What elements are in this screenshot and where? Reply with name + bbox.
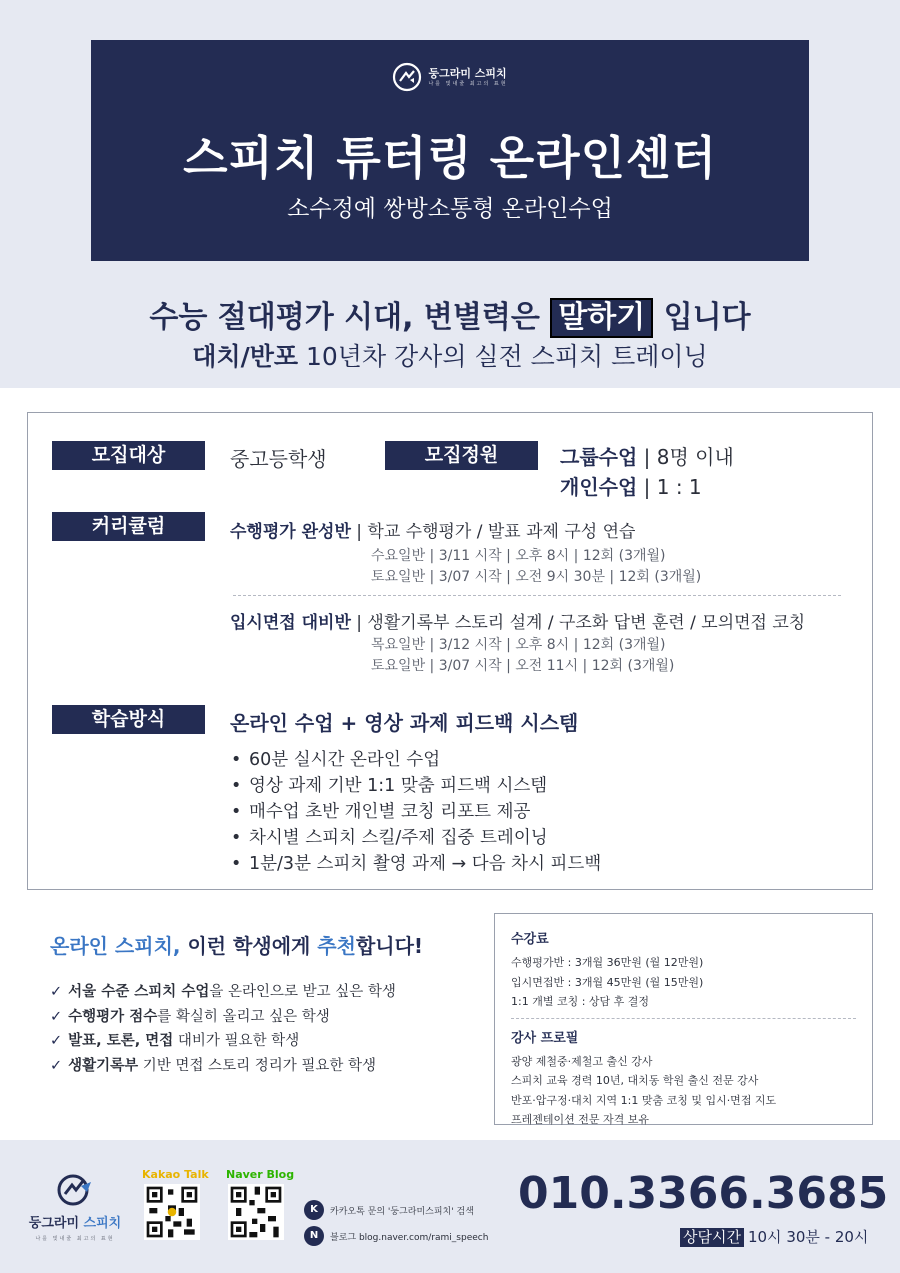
check-icon: ✓ — [50, 1057, 63, 1074]
profile-title: 강사 프로필 — [511, 1030, 579, 1046]
list-item: • 차시별 스피치 스킬/주제 집중 트레이닝 — [231, 825, 601, 851]
profile-line: 프레젠테이션 전문 자격 보유 — [511, 1113, 650, 1126]
list-item — [50, 1029, 396, 1054]
target-value: 중고등학생 — [230, 447, 327, 471]
kakao-qr-code-icon[interactable] — [144, 1184, 200, 1240]
course2-schedule1: 목요일반 | 3/12 시작 | 오후 8시 | 12회 (3개월) — [371, 637, 666, 653]
hero-box — [91, 40, 809, 261]
headline-part1: 수능 절대평가 시대, 변별력은 — [149, 300, 551, 335]
hero-brand-name: 둥그라미 스피치 — [428, 67, 507, 80]
course1-name: 수행평가 완성반 — [230, 522, 351, 542]
recommend-list — [50, 980, 396, 1078]
recommend-rest: 을 온라인으로 받고 싶은 학생 — [209, 984, 396, 1000]
consult-hours — [680, 1226, 868, 1247]
course2-name: 입시면접 대비반 — [230, 613, 351, 633]
list-item: • 1분/3분 스피치 촬영 과제 → 다음 차시 피드백 — [231, 851, 601, 877]
recommend-title-blue: 온라인 스피치, — [50, 934, 181, 958]
list-item — [50, 1054, 396, 1079]
course2-schedule2: 토요일반 | 3/07 시작 | 오전 11시 | 12회 (3개월) — [371, 658, 675, 674]
footer-brand-b: 스피치 — [79, 1216, 122, 1231]
recommend-rest: 기반 면접 스토리 정리가 필요한 학생 — [138, 1057, 376, 1074]
group-value: | 8명 이내 — [637, 445, 734, 469]
course1-schedule2: 토요일반 | 3/07 시작 | 오전 9시 30분 | 12회 (3개월) — [371, 569, 702, 585]
profile-line: 반포·압구정·대치 지역 1:1 맞춤 코칭 및 입시·면접 지도 — [511, 1093, 777, 1107]
kakao-icon: K — [304, 1200, 324, 1220]
list-item: • 영상 과제 기반 1:1 맞춤 피드백 시스템 — [231, 773, 601, 799]
naver-label: Naver Blog — [226, 1168, 295, 1181]
headline-part2: 입니다 — [653, 300, 751, 335]
recommend-bold: 수행평가 점수 — [68, 1008, 158, 1025]
recommend-title-mid: 이런 학생에게 — [180, 934, 318, 958]
course1-row — [230, 517, 635, 542]
speech-logo-icon — [55, 1172, 95, 1208]
kakao-contact-text: 카카오톡 문의 '둥그라미스피치' 검색 — [330, 1207, 474, 1217]
private-value: | 1 : 1 — [637, 475, 702, 499]
fee-line: 입시면접반 : 3개월 45만원 (월 15만원) — [511, 975, 704, 989]
phone-number[interactable]: 010.3366.3685 — [518, 1168, 889, 1219]
method-title: 온라인 수업 + 영상 과제 피드백 시스템 — [230, 711, 579, 735]
hero-logo — [91, 62, 809, 92]
naver-qr-code-icon[interactable] — [228, 1184, 284, 1240]
course1-desc: | 학교 수행평가 / 발표 과제 구성 연습 — [350, 522, 636, 542]
subline-rest: 10년차 강사의 실전 스피치 트레이닝 — [298, 342, 708, 371]
fee-line: 1:1 개별 코칭 : 상담 후 결정 — [511, 995, 650, 1008]
recommend-bold: 발표, 토론, 면접 — [68, 1033, 174, 1049]
recommend-bold: 생활기록부 — [68, 1057, 139, 1074]
check-icon: ✓ — [50, 984, 63, 1000]
group-label: 그룹수업 — [560, 445, 638, 469]
private-row — [560, 471, 702, 500]
footer — [0, 1140, 900, 1273]
fee-line: 수행평가반 : 3개월 36만원 (월 12만원) — [511, 956, 704, 969]
hero-title: 스피치 튜터링 온라인센터 — [183, 131, 717, 185]
course2-row — [230, 608, 805, 633]
list-item: • 매수업 초반 개인별 코칭 리포트 제공 — [231, 799, 601, 825]
recommend-rest: 대비가 필요한 학생 — [173, 1033, 300, 1049]
group-row — [560, 441, 734, 470]
hero-subtitle: 소수정예 쌍방소통형 온라인수업 — [287, 196, 613, 222]
hours-value: 10시 30분 - 20시 — [747, 1228, 869, 1246]
footer-brand-a: 둥그라미 — [28, 1216, 80, 1231]
fee-divider — [511, 1018, 856, 1019]
private-label: 개인수업 — [560, 475, 638, 499]
list-item: • 60분 실시간 온라인 수업 — [231, 747, 601, 773]
footer-brand — [20, 1212, 130, 1231]
check-icon: ✓ — [50, 1033, 63, 1049]
sub-headline — [0, 337, 900, 373]
method-list — [231, 747, 601, 877]
profile-line: 스피치 교육 경력 10년, 대치동 학원 출신 전문 강사 — [511, 1074, 759, 1087]
list-item — [50, 1005, 396, 1030]
list-item — [50, 980, 396, 1005]
recommend-rest: 를 확실히 올리고 싶은 학생 — [157, 1008, 330, 1025]
curriculum-label: 커리큘럼 — [52, 512, 205, 541]
target-label: 모집대상 — [52, 441, 205, 470]
capacity-label: 모집정원 — [385, 441, 538, 470]
course1-schedule1: 수요일반 | 3/11 시작 | 오후 8시 | 12회 (3개월) — [371, 548, 666, 564]
recommend-bold: 서울 수준 스피치 수업 — [68, 984, 210, 1000]
blog-contact-text[interactable]: 블로그 blog.naver.com/rami_speech — [330, 1233, 489, 1243]
fee-profile-box — [494, 913, 873, 1125]
recommend-title — [50, 930, 423, 959]
recommend-title-end: 합니다! — [355, 934, 424, 958]
course-info-card — [27, 412, 873, 890]
method-label: 학습방식 — [52, 705, 205, 734]
top-banner-area — [0, 0, 900, 388]
hero-brand-tagline: 나를 빛내줄 최고의 표현 — [428, 81, 508, 87]
main-headline — [0, 292, 900, 338]
fee-title: 수강료 — [511, 932, 549, 947]
profile-line: 광양 제철중·제철고 출신 강사 — [511, 1054, 653, 1068]
hours-label: 상담시간 — [680, 1228, 744, 1247]
recommend-title-blue2: 추천 — [317, 934, 356, 958]
footer-logo — [20, 1172, 130, 1242]
check-icon: ✓ — [50, 1008, 63, 1025]
kakao-label: Kakao Talk — [142, 1168, 209, 1181]
subline-bold: 대치/반포 — [192, 342, 299, 371]
course2-desc: | 생활기록부 스토리 설계 / 구조화 답변 훈련 / 모의면접 코칭 — [350, 613, 806, 633]
headline-highlight: 말하기 — [550, 298, 653, 338]
naver-blog-icon: N — [304, 1226, 324, 1246]
curriculum-divider — [233, 595, 841, 596]
footer-tagline: 나를 빛내줄 최고의 표현 — [35, 1236, 115, 1242]
speech-logo-icon — [392, 62, 422, 92]
